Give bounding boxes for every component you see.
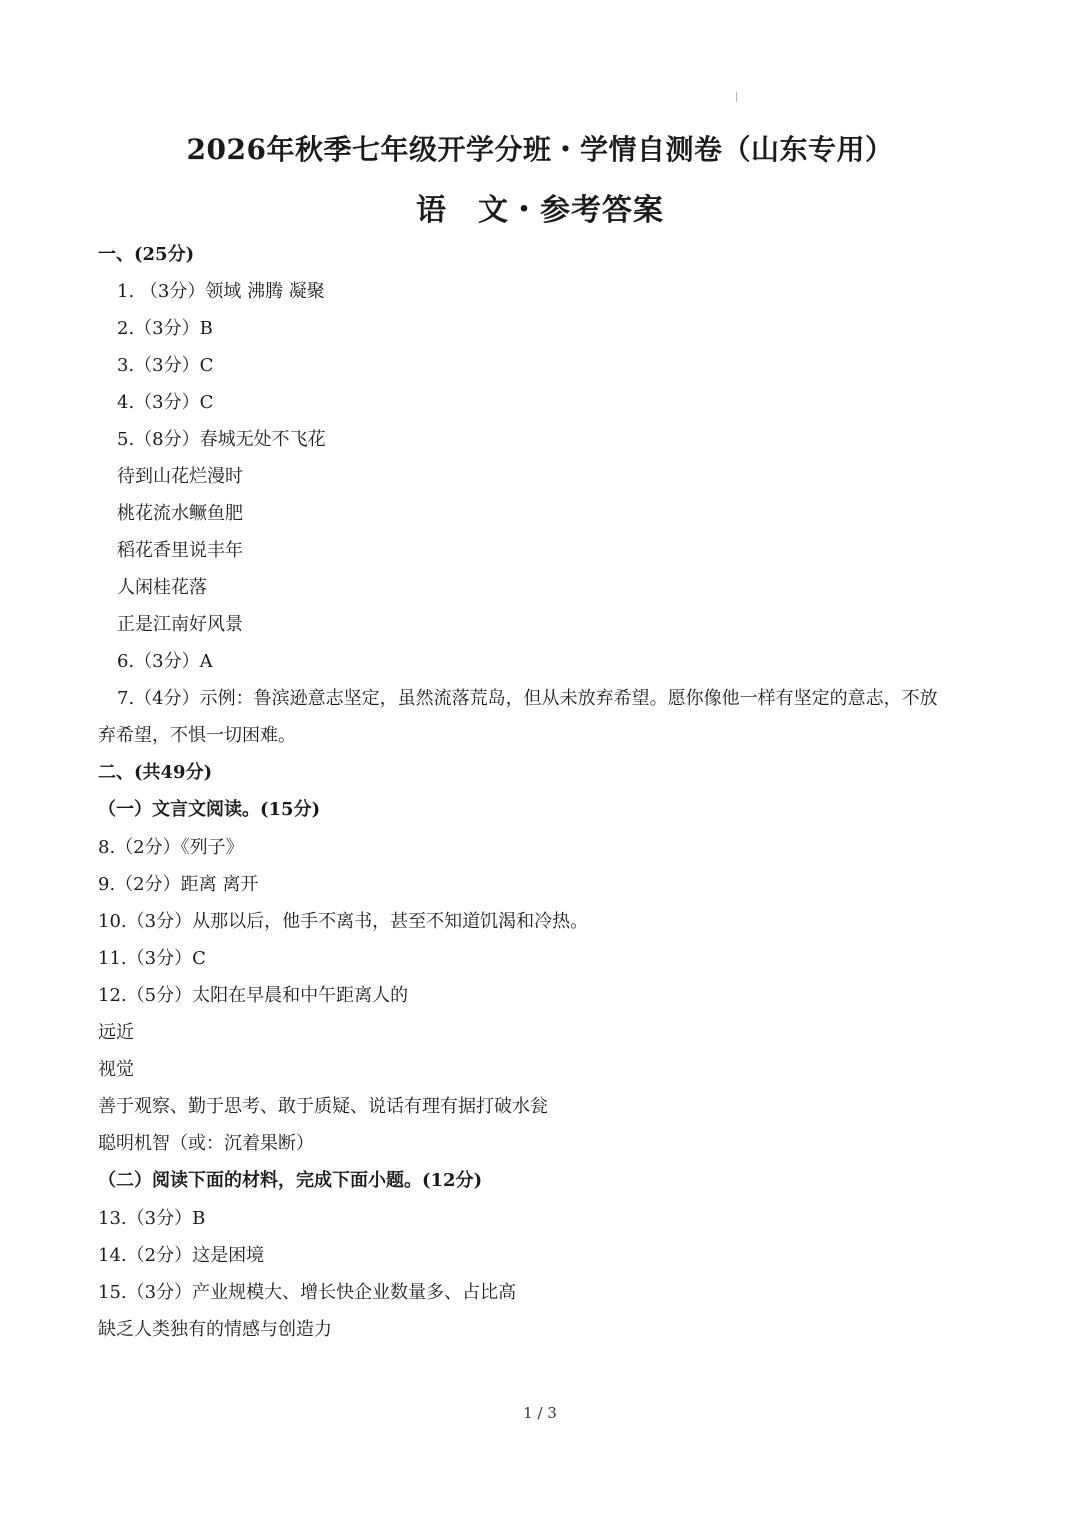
document-title: 2026年秋季七年级开学分班・学情自测卷（山东专用） [186,133,894,166]
answer-line: 6.（3分）A [117,651,213,672]
answer-line: 8.（2分）《列子》 [98,837,244,858]
answer-line: 2.（3分）B [117,318,213,339]
answer-line: 9.（2分）距离 离开 [98,874,259,895]
answer-line: 15.（3分）产业规模大、增长快企业数量多、占比高 [98,1282,517,1303]
answer-line: 10.（3分）从那以后，他手不离书，甚至不知道饥渴和冷热。 [98,911,589,932]
answer-line: 善于观察、勤于思考、敢于质疑、说话有理有据打破水瓮 [98,1096,548,1117]
answer-line: 人闲桂花落 [117,577,207,598]
section-heading: （二）阅读下面的材料，完成下面小题。(12分) [98,1170,483,1191]
answer-line: 3.（3分）C [117,355,214,376]
answer-line: 12.（5分）太阳在早晨和中午距离人的 [98,985,409,1006]
section-heading: 二、(共49分) [98,762,213,783]
answer-line: 弃希望，不惧一切困难。 [98,725,296,746]
answer-line: 13.（3分）B [98,1208,206,1229]
answer-line: 视觉 [98,1059,134,1080]
answer-line: 待到山花烂漫时 [117,466,243,487]
answer-line: 远近 [98,1022,134,1043]
answer-line: 1. （3分）领域 沸腾 凝聚 [117,281,325,302]
answer-line: 5.（8分）春城无处不飞花 [117,429,326,450]
answer-line: 桃花流水鳜鱼肥 [117,503,243,524]
section-heading: 一、(25分) [98,244,195,265]
scan-tick-mark [736,92,737,102]
answer-line: 稻花香里说丰年 [117,540,243,561]
answer-line: 聪明机智（或：沉着果断） [98,1133,314,1154]
section-heading: （一）文言文阅读。(15分) [98,799,321,820]
answer-line: 4.（3分）C [117,392,214,413]
page-number: 1 / 3 [523,1404,557,1422]
answer-line: 11.（3分）C [98,948,206,969]
answer-line: 缺乏人类独有的情感与创造力 [98,1319,332,1340]
answer-line: 正是江南好风景 [117,614,243,635]
document-subtitle: 语 文・参考答案 [416,193,664,228]
answer-line: 14.（2分）这是困境 [98,1245,265,1266]
answer-line: 7.（4分）示例：鲁滨逊意志坚定，虽然流落荒岛，但从未放弃希望。愿你像他一样有坚定的意志，不放 [117,688,938,709]
